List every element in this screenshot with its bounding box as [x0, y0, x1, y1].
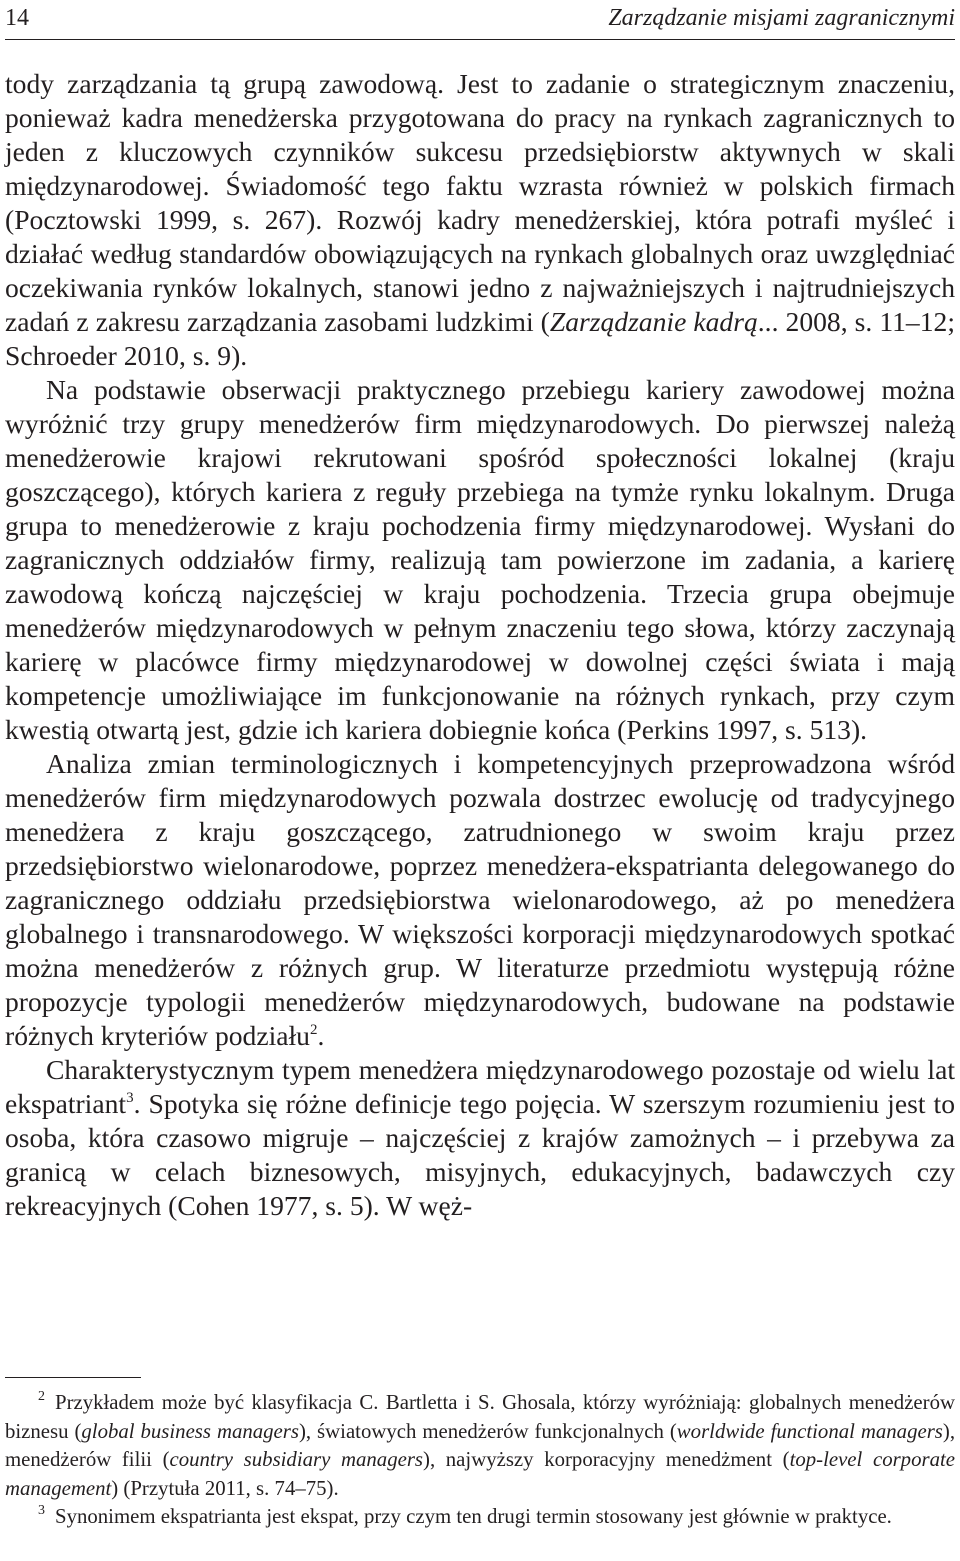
- footnotes: [5, 1389, 955, 1532]
- book-page: [5, 0, 955, 1561]
- paragraph-expatriate: Charakterystycznym typem menedżera międzynarodowego pozostaje od wielu lat ekspatriant$^3$. Spotyka się różne definicje tego pojęcia. W szerszym rozumieniu jest to osoba, która czasowo migruje – najczęściej z krajów zamożnych – i przebywa za granicą w celach biznesowych, misyjnych, edukacyjnych, badawczych czy rekreacyjnych (Cohen 1977, s. 5). W węż-: [5, 1054, 955, 1221]
- main-text: [5, 67, 955, 1223]
- italic-title: Zarządzanie kadrą: [549, 306, 758, 337]
- header-rule: [5, 39, 955, 40]
- footnote-mark: 3: [38, 1503, 45, 1518]
- running-header: [5, 3, 955, 37]
- page-number: 14: [5, 5, 29, 31]
- footnote-3: $^3$ Synonimem ekspatrianta jest ekspat, przy czym ten drugi termin stosowany jest głównie w praktyce.: [38, 1503, 892, 1528]
- footnote-ref-3: 3: [126, 1090, 134, 1106]
- footnote-ref-2: 2: [309, 1022, 318, 1038]
- footnote-rule: [5, 1377, 141, 1378]
- paragraph-terminology: Analiza zmian terminologicznych i kompetencyjnych przeprowadzona wśród menedżerów firm międzynarodowych pozwala dostrzec ewolucję od tradycyjnego menedżera z kraju goszczącego, zatrudnionego w swoim kraju przez przedsiębiorstwo wielonarodowe, poprzez menedżera-ekspatrianta delegowanego do zagranicznego oddziału przedsiębiorstwa wielonarodowego, aż po menedżera globalnego i transnarodowego. W większości korporacji międzynarodowych spotkać można menedżerów z różnych grup. W literaturze przedmiotu występują różne propozycje typologii menedżerów międzynarodowych, budowane na podstawie różnych kryteriów podziału$^2$.: [5, 748, 955, 1051]
- footnote-2: $^2$ Przykładem może być klasyfikacja C. Bartletta i S. Ghosala, którzy wyróżniają: globalnych menedżerów biznesu (global business managers), światowych menedżerów funkcjonalnych (worldwide functional managers), menedżerów filii (country subsidiary managers), najwyższy korporacyjny menedżment (top-level corporate management) (Przytuła 2011, s. 74–75).: [5, 1389, 956, 1500]
- paragraph-continuation: tody zarządzania tą grupą zawodową. Jest to zadanie o strategicznym znaczeniu, ponieważ kadra menedżerska przygotowana do pracy na rynkach zagranicznych to jeden z kluczowych czynników sukcesu przedsiębiorstw aktywnych w skali międzynarodowej. Świadomość tego faktu wzrasta również w polskich firmach (Pocztowski 1999, s. 267). Rozwój kadry menedżerskiej, która potrafi myśleć i działać według standardów obowiązujących na rynkach globalnych oraz uwzględniać oczekiwania rynków lokalnych, stanowi jedno z najważniejszych i najtrudniejszych zadań z zakresu zarządzania zasobami ludzkimi (Zarządzanie kadrą... 2008, s. 11–12; Schroeder 2010, s. 9).: [5, 68, 955, 371]
- footnote-mark: 2: [38, 1389, 45, 1404]
- paragraph-manager-groups: Na podstawie obserwacji praktycznego przebiegu kariery zawodowej można wyróżnić trzy grupy menedżerów firm międzynarodowych. Do pierwszej należą menedżerowie krajowi rekrutowani spośród społeczności lokalnej (kraju goszczącego), których kariera z reguły przebiega na tymże rynku lokalnym. Druga grupa to menedżerowie z kraju pochodzenia firmy międzynarodowej. Wysłani do zagranicznych oddziałów firmy, realizują tam powierzone im zadania, a karierę zawodową kończą najczęściej w kraju pochodzenia. Trzecia grupa obejmuje menedżerów międzynarodowych w pełnym znaczeniu tego słowa, którzy zaczynają karierę w placówce firmy międzynarodowej w dowolnej części świata i mają kompetencje umożliwiające im funkcjonowanie na różnych rynkach, przy czym kwestią otwartą jest, gdzie ich kariera dobiegnie końca (Perkins 1997, s. 513).: [5, 374, 955, 745]
- running-title: Zarządzanie misjami zagranicznymi: [608, 5, 955, 31]
